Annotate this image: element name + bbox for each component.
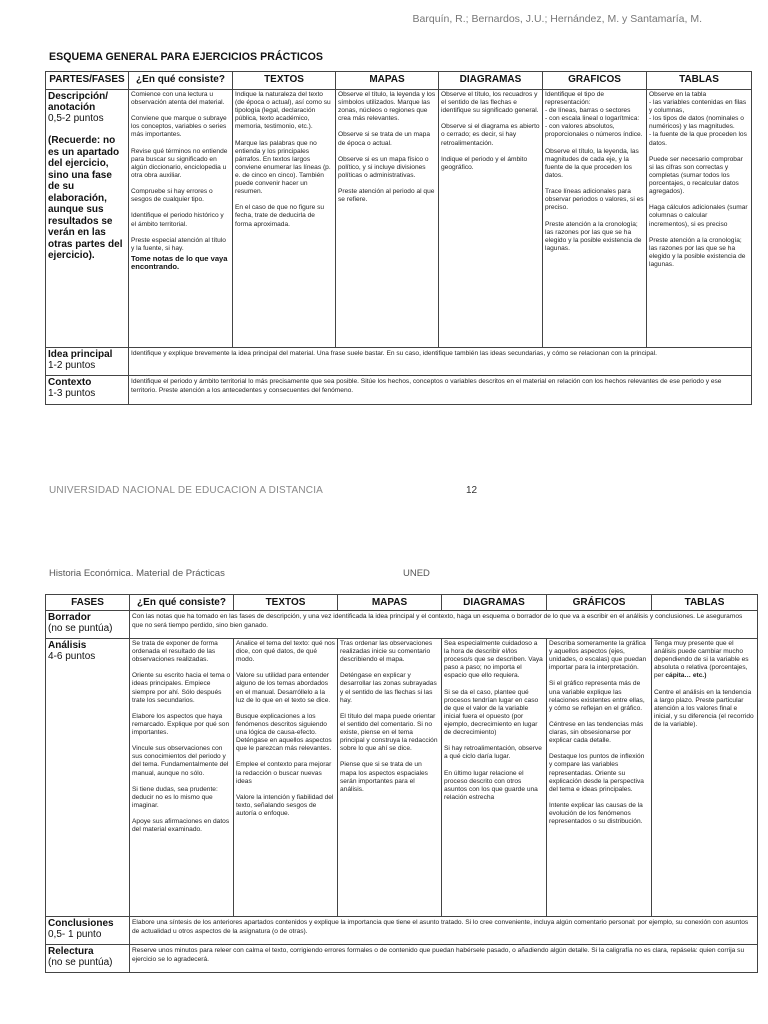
- cell-textos: [234, 639, 338, 917]
- col-header-consiste: ¿En qué consiste?: [130, 595, 234, 611]
- row-label: Análisis: [48, 640, 87, 651]
- cell-tablas: [652, 639, 758, 917]
- col-header-textos: TEXTOS: [234, 595, 338, 611]
- cell-consiste: [130, 639, 234, 917]
- cell-text: Observe el título, la leyenda y los símbolos utilizados. Marque las zonas, núcleos o regiones que crea más relevantes. Observe si se trata de un mapa de época o actual. Observe si es un mapa físico o político, y si incluye divisiones políticas o administrativas. Preste atención al periodo al que se refiere.: [338, 91, 436, 204]
- row-label-cell: [46, 611, 130, 639]
- cell-text: Comience con una lectura u observación atenta del material. Conviene que marque o subraye los conceptos, variables o series más importantes. Revise qué términos no entiende para buscar su significado en algún diccionario, enciclopedia u otra obra auxiliar. Compruebe si hay errores o sesgos de cualquier tipo. Identifique el periodo histórico y el ámbito territorial. Preste especial atención al título y la fuente, si hay.: [131, 91, 228, 252]
- scheme-table-1: [45, 71, 752, 405]
- col-header-graficos: GRAFICOS: [543, 72, 647, 90]
- row-note: (Recuerde: no es un apartado del ejercicio, sino una fase de su elaboración, aunque sus resultados se verán en las otras partes del ejercicio).: [48, 135, 123, 261]
- cell-emphasis: Tome notas de lo que vaya encontrando.: [131, 253, 228, 272]
- row-points: 0,5-2 puntos: [48, 113, 104, 124]
- col-header-tablas: TABLAS: [647, 72, 752, 90]
- cell-mapas: [336, 90, 439, 348]
- col-header-mapas: MAPAS: [336, 72, 439, 90]
- row-contexto: [46, 376, 752, 405]
- cell-text: Tras ordenar las observaciones realizadas inicie su comentario describiendo el mapa. Deténgase en explicar y desarrollar las zonas subrayadas y el sentido de las flechas si las hay. El título del mapa puede orientar el sentido del comentario. Si no existe, piense en el tema principal y construya la redacción sobre lo que ahí se dice. Piense que si se trata de un mapa los aspectos espaciales serán importantes para el análisis.: [340, 640, 438, 793]
- cell-wide: [130, 917, 758, 945]
- cell-tablas: [647, 90, 752, 348]
- row-label-cell: [46, 917, 130, 945]
- cell-text-part: Centre el análisis en la tendencia a largo plazo. Preste particular atención a los valores final e inicial, y su diferencia (el recorrido de la variable).: [654, 688, 754, 728]
- cell-text: Con las notas que ha tomado en las fases de descripción, y una vez identificada la idea principal y el contexto, haga un esquema o borrador de lo que va a escribir en el análisis y conclusiones. Le aseguramos que no será tiempo perdido, sino bien ganado.: [132, 613, 743, 629]
- page-title: ESQUEMA GENERAL PARA EJERCICIOS PRÁCTICOS: [49, 51, 323, 63]
- col-header-graficos: GRÁFICOS: [547, 595, 652, 611]
- cell-text-part: Tenga muy presente que el análisis puede cambiar mucho dependiendo de si la variable es absoluta o relativa (porcentajes, per: [654, 640, 749, 680]
- cell-graficos: [543, 90, 647, 348]
- row-idea: [46, 348, 752, 376]
- cell-text: Se trata de exponer de forma ordenada el resultado de las observaciones realizadas. Oriente su escrito hacia el tema o ideas principales. Empiece siempre por ahí. Sólo después trate los secundarios. Elabore los aspectos que haya remarcado. Explique por qué son importantes. Vincule sus observaciones con sus conocimientos del periodo y del tema. Fundamentalmente del manual, aunque no sólo. Si tiene dudas, sea prudente: deducir no es lo mismo que imaginar. Apoye sus afirmaciones en datos del material examinado.: [132, 640, 231, 834]
- cell-text: Sea especialmente cuidadoso a la hora de describir el/los proceso/s que se describen. Vaya paso a paso; no importa el espacio que ello requiera. Si se da el caso, plantee qué procesos tendrían lugar en caso de que el valor de la variable inicial fuera el opuesto (por ejemplo, decrecimiento en lugar de decrecimiento) Si hay retroalimentación, observe a qué ciclo daría lugar. En último lugar relacione el proceso descrito con otros asuntos con los que guarde una relación estrecha: [444, 640, 543, 801]
- row-points: 4-6 puntos: [48, 651, 96, 662]
- cell-text: Reserve unos minutos para releer con calma el texto, corrigiendo errores formales o de contenido que puedan habérsele pasado, o añadiendo algún detalle. Si la caligrafía no es clara, repásela: quien corrija su ejercicio se lo agradecerá.: [132, 947, 745, 963]
- col-header-textos: TEXTOS: [233, 72, 336, 90]
- cell-text: Observe en la tabla - las variables contenidas en filas y columnas, - los tipos de datos (nominales o numéricos) y las magnitudes. - la fuente de la que proceden los datos. Puede ser necesario comprobar si las cifras son correctas y completas (sumar todos los porcentajes, o recalcular datos agregados). Haga cálculos adicionales (sumar columnas o calcular incrementos), si es preciso Preste atención a la cronología; las razones por las que se ha elegido y la posible existencia de lagunas.: [649, 91, 748, 268]
- cell-diagramas: [439, 90, 543, 348]
- col-header-partes: PARTES/FASES: [46, 72, 129, 90]
- row-label-cell: [46, 348, 129, 376]
- col-header-tablas: TABLAS: [652, 595, 758, 611]
- row-relectura: [46, 945, 758, 973]
- page-authors: Barquín, R.; Bernardos, J.U.; Hernández, M. y Santamaría, M.: [412, 13, 702, 25]
- col-header-mapas: MAPAS: [338, 595, 442, 611]
- row-label-cell: [46, 945, 130, 973]
- cell-wide: [130, 945, 758, 973]
- row-points: 0,5- 1 punto: [48, 929, 102, 940]
- cell-wide: [129, 348, 752, 376]
- row-label: Descripción/ anotación: [48, 91, 109, 113]
- row-points: (no se puntúa): [48, 623, 113, 634]
- scheme-table-2: [45, 594, 758, 973]
- cell-textos: [233, 90, 336, 348]
- row-label: Borrador: [48, 612, 91, 623]
- cell-text: Indique la naturaleza del texto (de época o actual), así como su tipología (legal, declaración pública, texto académico, memoria, testimonio, etc.). Marque las palabras que no entienda y los principales párrafos. En textos largos conviene enumerar las líneas (p. e. de cinco en cinco). También puede convenir hacer un resumen. En el caso de que no figure su fecha, trate de deducirla de forma aproximada.: [235, 91, 331, 228]
- cell-mapas: [338, 639, 442, 917]
- cell-consiste: [129, 90, 233, 348]
- cell-graficos: [547, 639, 652, 917]
- page2-header-left: Historia Económica. Material de Prácticas: [49, 568, 225, 579]
- row-points: (no se puntúa): [48, 957, 113, 968]
- row-borrador: [46, 611, 758, 639]
- cell-text: Identifique el periodo y ámbito territorial lo más precisamente que sea posible. Sitúe los hechos, conceptos o variables descritos en el material en relación con los hechos relevantes de ese periodo y ese territorio. Preste atención a los antecedentes y consecuentes del fenómeno.: [131, 378, 722, 394]
- cell-text: Observe el título, los recuadros y el sentido de las flechas e identifique su significado general. Observe si el diagrama es abierto o cerrado; es decir, si hay retroalimentación. Indique el periodo y el ámbito geográfico.: [441, 91, 540, 171]
- row-analisis: [46, 639, 758, 917]
- row-label-cell: [46, 376, 129, 405]
- row-descripcion: [46, 90, 752, 348]
- row-points: 1-3 puntos: [48, 388, 96, 399]
- col-header-diagramas: DIAGRAMAS: [439, 72, 543, 90]
- cell-diagramas: [442, 639, 547, 917]
- row-label: Conclusiones: [48, 918, 114, 929]
- page-number: 12: [466, 485, 478, 496]
- cell-wide: [130, 611, 758, 639]
- row-label-cell: [46, 90, 129, 348]
- row-points: 1-2 puntos: [48, 360, 96, 371]
- cell-wide: [129, 376, 752, 405]
- cell-text: Describa someramente la gráfica y aquellos aspectos (ejes, unidades, o escalas) que puedan importar para la interpretación. Si el gráfico representa más de una variable explique las relaciones existentes entre ellas, y cómo se reflejan en el gráfico. Céntrese en las tendencias más claras, sin obsesionarse por explicar cada detalle. Destaque los puntos de inflexión y compare las variables representadas. Oriente su explicación desde la perspectiva del tema e ideas principales. Intente explicar las causas de la evolución de los fenómenos representados o su distribución.: [549, 640, 647, 826]
- row-label: Contexto: [48, 377, 92, 388]
- cell-text: Elabore una síntesis de los anteriores apartados contenidos y explique la importancia que tiene el asunto tratado. Si lo cree conveniente, incluya algún comentario personal: por ejemplo, su conexión con asuntos de actualidad u otros aspectos de la asignatura (o de otras).: [132, 919, 749, 935]
- row-conclusiones: [46, 917, 758, 945]
- cell-text: [654, 640, 755, 729]
- page2-header-right: UNED: [403, 568, 430, 579]
- row-label: Relectura: [48, 946, 94, 957]
- row-label: Idea principal: [48, 349, 113, 360]
- footer-university: UNIVERSIDAD NACIONAL DE EDUCACION A DISTANCIA: [49, 485, 324, 496]
- cell-text: Identifique el tipo de representación: - de líneas, barras o sectores - con escala lineal o logarítmica: - con valores absolutos, proporcionales o números índice. Observe el título, la leyenda, las magnitudes de cada eje, y la fuente de la que proceden los datos. Trace líneas adicionales para observar periodos o valores, si es preciso. Preste atención a la cronología; las razones por las que se ha elegido y la posible existencia de lagunas.: [545, 91, 644, 252]
- row-label-cell: [46, 639, 130, 917]
- col-header-diagramas: DIAGRAMAS: [442, 595, 547, 611]
- cell-text-bold: cápita… etc.): [665, 672, 707, 680]
- col-header-consiste: ¿En qué consiste?: [129, 72, 233, 90]
- cell-text: Analice el tema del texto: qué nos dice, con qué datos, de qué modo. Valore su utilidad para entender alguno de los temas abordados en el manual. Desarróllelo a la luz de lo que en el texto se dice. Busque explicaciones a los fenómenos descritos siguiendo una lógica de causa-efecto. Deténgase en aquellos aspectos que le parezcan más relevantes. Emplee el contexto para mejorar la redacción o buscar nuevas ideas Valore la intención y fiabilidad del texto, señalando sesgos de autoría o enfoque.: [236, 640, 335, 817]
- cell-text: Identifique y explique brevemente la idea principal del material. Una frase suele bastar. En su caso, identifique también las ideas secundarias, y cómo se relacionan con la principal.: [131, 350, 657, 357]
- col-header-fases: FASES: [46, 595, 130, 611]
